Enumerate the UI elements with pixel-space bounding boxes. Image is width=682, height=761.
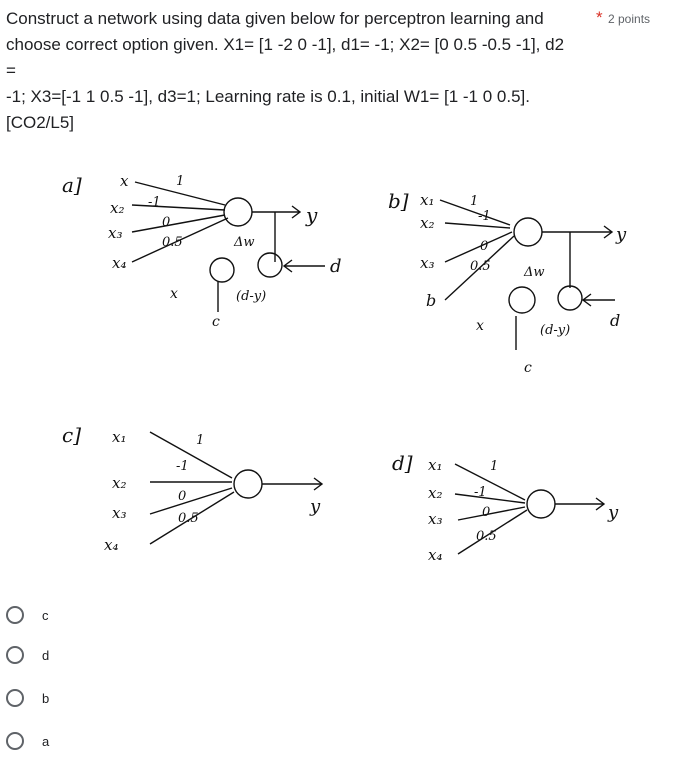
diagram-a-input-2: x₂ — [110, 199, 125, 217]
diagram-d-weight-3: 0 — [482, 505, 491, 520]
option-a[interactable] — [0, 721, 300, 761]
diagram-b-output-arrow — [542, 226, 612, 238]
diagram-a-input-line — [132, 205, 225, 210]
diagram-c-input-2: x₂ — [112, 474, 127, 492]
option-label: a — [42, 733, 50, 749]
diagram-a-neuron — [224, 198, 252, 226]
diagram-b-weight-1: 1 — [470, 194, 479, 209]
diagram-a-input-4: x₄ — [112, 254, 127, 272]
diagram-b-x-label: x — [476, 318, 484, 334]
diagram-c-weight-1: 1 — [196, 433, 205, 448]
diagram-b-c-label: c — [524, 360, 532, 376]
diagram-d-output: y — [608, 502, 619, 523]
diagram-c-weight-3: 0 — [178, 489, 187, 504]
diagram-d-input-4: x₄ — [428, 546, 443, 564]
question-text — [6, 6, 576, 136]
diagram-a-dw-label: Δw — [234, 235, 255, 250]
diagram-a-d-label: d — [330, 256, 342, 277]
diagram-b-output: y — [616, 224, 627, 245]
network-diagrams-image — [0, 150, 682, 590]
option-b[interactable] — [0, 678, 300, 718]
diagram-b-neuron — [514, 218, 542, 246]
diagram-c-output-arrow — [262, 478, 322, 490]
diagram-d-output-arrow — [555, 498, 604, 510]
diagram-c-input-4: x₄ — [104, 536, 119, 554]
diagram-c-tag: c] — [62, 423, 82, 447]
diagram-a-x-label: x — [170, 286, 178, 302]
diagram-a-weight-3: 0 — [162, 215, 171, 230]
diagram-d — [392, 451, 619, 564]
diagram-a-err-label: (d-y) — [236, 289, 267, 304]
option-label: d — [42, 647, 50, 663]
option-c[interactable] — [0, 595, 300, 635]
diagram-a-output-arrow — [252, 206, 300, 218]
diagram-b — [388, 189, 627, 376]
diagram-b-err-label: (d-y) — [540, 323, 571, 338]
diagram-b-update-node — [509, 287, 535, 313]
diagram-b-input-1: x₁ — [420, 191, 435, 209]
question-line: Construct a network using data given below for perceptron learning and — [6, 9, 544, 28]
diagram-d-input-3: x₃ — [428, 510, 443, 528]
diagram-a-input-line — [132, 215, 225, 232]
question-line: -1; X3=[-1 1 0.5 -1], d3=1; Learning rate is 0.1, initial W1= [1 -1 0 0.5]. — [6, 87, 530, 106]
question-line: choose correct option given. X1= [1 -2 0 -1], d1= -1; X2= [0 0.5 -0.5 -1], d2 = — [6, 35, 565, 80]
points-label: 2 points — [608, 12, 651, 26]
diagram-b-weight-2: -1 — [478, 209, 491, 224]
diagram-a-weight-1: 1 — [176, 174, 185, 189]
diagram-a-input-3: x₃ — [108, 224, 123, 242]
option-d[interactable] — [0, 635, 300, 675]
diagram-b-dw-label: Δw — [524, 265, 545, 280]
diagram-c-input-3: x₃ — [112, 504, 127, 522]
diagram-a-tag: a] — [62, 173, 82, 197]
option-label: c — [42, 607, 49, 623]
diagram-d-input-1: x₁ — [428, 456, 443, 474]
diagram-b-weight-3: 0 — [480, 239, 489, 254]
diagram-a-d-arrow — [284, 260, 325, 272]
diagram-a-update-node — [210, 258, 234, 282]
diagram-a-input-1: x — [120, 172, 129, 190]
diagram-a-output: y — [306, 203, 318, 227]
diagram-b-d-arrow — [583, 294, 615, 306]
diagram-a-weight-2: -1 — [148, 195, 161, 210]
diagram-c-weight-2: -1 — [176, 459, 189, 474]
question-line: [CO2/L5] — [6, 113, 75, 132]
diagram-a-weight-4: 0.5 — [162, 235, 183, 250]
diagram-b-error-node — [558, 286, 582, 310]
diagram-b-tag: b] — [388, 189, 409, 213]
radio-button[interactable] — [6, 689, 24, 707]
diagram-a-c-label: c — [212, 314, 220, 330]
diagram-d-weight-2: -1 — [474, 485, 487, 500]
diagram-c-input-line — [150, 432, 232, 478]
diagram-b-input-2: x₂ — [420, 214, 435, 232]
option-label: b — [42, 690, 50, 706]
diagram-b-d-label: d — [610, 311, 621, 330]
radio-button[interactable] — [6, 732, 24, 750]
diagram-c — [62, 423, 322, 554]
diagram-c-output: y — [310, 496, 321, 517]
required-mark: * — [596, 8, 603, 27]
diagram-c-neuron — [234, 470, 262, 498]
diagram-b-weight-4: 0.5 — [470, 259, 491, 274]
diagram-d-weight-1: 1 — [490, 459, 499, 474]
diagram-a — [62, 172, 342, 330]
radio-button[interactable] — [6, 646, 24, 664]
diagram-b-input-3: x₃ — [420, 254, 435, 272]
radio-button[interactable] — [6, 606, 24, 624]
diagram-d-weight-4: 0.5 — [476, 529, 497, 544]
diagram-c-input-1: x₁ — [112, 428, 127, 446]
diagram-b-input-4: b — [426, 291, 437, 310]
diagram-d-tag: d] — [392, 451, 413, 475]
diagram-d-neuron — [527, 490, 555, 518]
diagram-c-weight-4: 0.5 — [178, 511, 199, 526]
diagram-a-error-node — [258, 253, 282, 277]
diagram-d-input-2: x₂ — [428, 484, 443, 502]
